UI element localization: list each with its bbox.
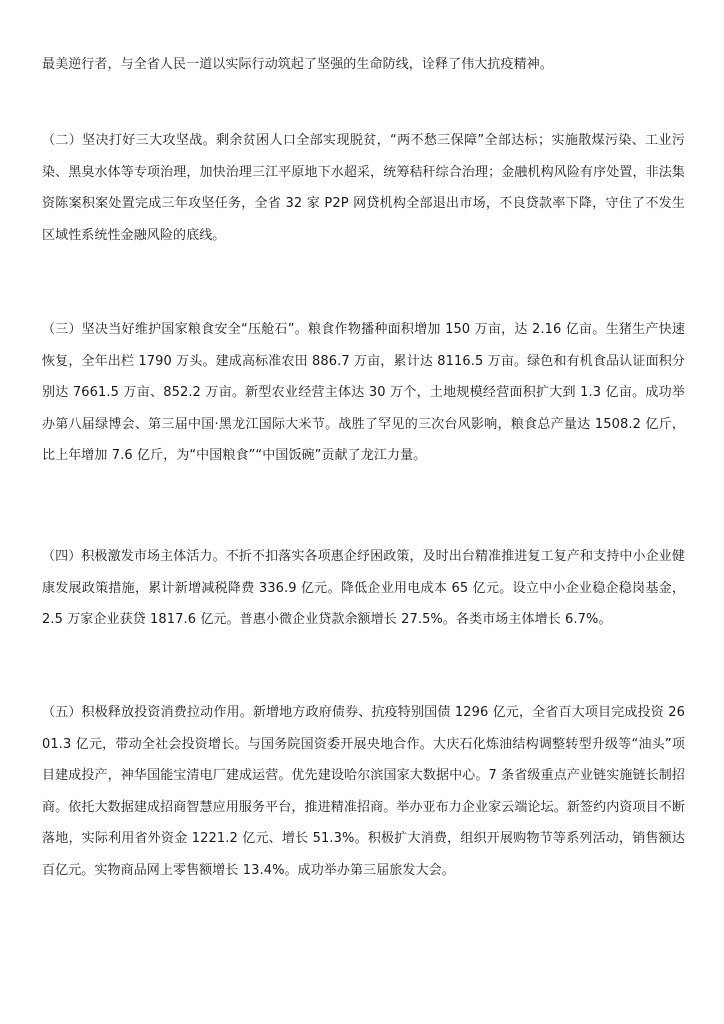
paragraph-investment-consumption: （五）积极释放投资消费拉动作用。新增地方政府债券、抗疫特别国债 1296 亿元，全省百大项目完成投资 2601.3 亿元，带动全社会投资增长。与国务院国资委开展央地合作。大庆石化炼油结构调整转型升级等“油头”项目建成投产，神华国能宝清电厂建成运营。优先建设哈尔滨国家大数据中心。7 条省级重点产业链实施链长制招商。依托大数据建成招商智慧应用服务平台，推进精准招商。举办亚布力企业家云端论坛。新签约内资项目不断落地，实际利用省外资金 1221.2 亿元、增长 51.3%。积极扩大消费，组织开展购物节等系列活动，销售额达百亿元。实物商品网上零售额增长 13.4%。成功举办第三届旅发大会。 (42, 705, 685, 878)
paragraph-three-major-battles: （二）坚决打好三大攻坚战。剩余贫困人口全部实现脱贫，“两不愁三保障”全部达标；实施散煤污染、工业污染、黑臭水体等专项治理，加快治理三江平原地下水超采，统筹秸秆综合治理；金融机构风险有序处置，非法集资陈案积案处置完成三年攻坚任务，全省 32 家 P2P 网贷机构全部退出市场，不良贷款率下降，守住了不发生区域性系统性金融风险的底线。 (42, 133, 685, 243)
paragraph-market-vitality: （四）积极激发市场主体活力。不折不扣落实各项惠企纾困政策，及时出台精准推进复工复产和支持中小企业健康发展政策措施，累计新增减税降费 336.9 亿元。降低企业用电成本 65 亿元。设立中小企业稳企稳岗基金，2.5 万家企业获贷 1817.6 亿元。普惠小微企业贷款余额增长 27.5%。各类市场主体增长 6.7%。 (42, 549, 685, 627)
paragraph-intro-continuation: 最美逆行者，与全省人民一道以实际行动筑起了坚强的生命防线，诠释了伟大抗疫精神。 (42, 57, 553, 72)
paragraph-food-security: （三）坚决当好维护国家粮食安全“压舱石”。粮食作物播种面积增加 150 万亩，达 2.16 亿亩。生猪生产快速恢复，全年出栏 1790 万头。建成高标准农田 886.7 万亩，累计达 8116.5 万亩。绿色和有机食品认证面积分别达 7661.5 万亩、852.2 万亩。新型农业经营主体达 30 万个，土地规模经营面积扩大到 1.3 亿亩。成功举办第八届绿博会、第三届中国·黑龙江国际大米节。战胜了罕见的三次台风影响，粮食总产量达 1508.2 亿斤，比上年增加 7.6 亿斤，为“中国粮食”“中国饭碗”贡献了龙江力量。 (42, 322, 685, 463)
